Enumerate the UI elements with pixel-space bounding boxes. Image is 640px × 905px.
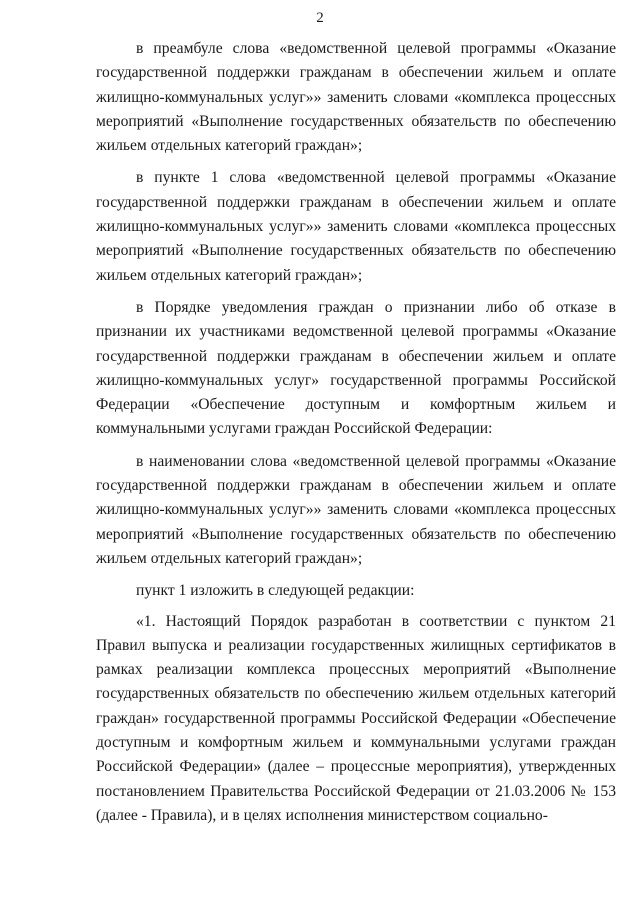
document-body — [96, 37, 616, 836]
paragraph-title-change: в наименовании слова «ведомственной целевой программы «Оказание государственной поддержки гражданам в обеспечении жильем и оплате жилищно-коммунальных услуг»» заменить словами «комплекса процессных мероприятий «Выполнение государственных обязательств по обеспечению жильем отдельных категорий граждан»; — [96, 452, 616, 567]
paragraph-point-1: в пункте 1 слова «ведомственной целевой программы «Оказание государственной поддержки гражданам в обеспечении жильем и оплате жилищно-коммунальных услуг»» заменить словами «комплекса процессных мероприятий «Выполнение государственных обязательств по обеспечению жильем отдельных категорий граждан»; — [96, 169, 616, 284]
paragraph-notification-order: в Порядке уведомления граждан о признании либо об отказе в признании их участниками ведомственной целевой программы «Оказание государственной поддержки гражданам в обеспечении жильем и оплате жилищно-коммунальных услуг» государственной программы Российской Федерации «Обеспечение доступным и комфортным жильем и коммунальными услугами граждан Российской Федерации: — [96, 298, 616, 438]
paragraph-new-point-1: «1. Настоящий Порядок разработан в соответствии с пунктом 21 Правил выпуска и реализации государственных жилищных сертификатов в рамках реализации комплекса процессных мероприятий «Выполнение государственных обязательств по обеспечению жильем отдельных категорий граждан» государственной программы Российской Федерации «Обеспечение доступным и комфортным жильем и коммунальными услугами граждан Российской Федерации» (далее – процессные мероприятия), утвержденных постановлением Правительства Российской Федерации от 21.03.2006 № 153 (далее - Правила), и в целях исполнения министерством социально- — [96, 612, 616, 824]
paragraph-preamble: в преамбуле слова «ведомственной целевой программы «Оказание государственной поддержки гражданам в обеспечении жильем и оплате жилищно-коммунальных услуг»» заменить словами «комплекса процессных мероприятий «Выполнение государственных обязательств по обеспечению жильем отдельных категорий граждан»; — [96, 40, 616, 155]
page-number: 2 — [316, 10, 324, 26]
paragraph-point-1-edit: пункт 1 изложить в следующей редакции: — [136, 582, 415, 600]
